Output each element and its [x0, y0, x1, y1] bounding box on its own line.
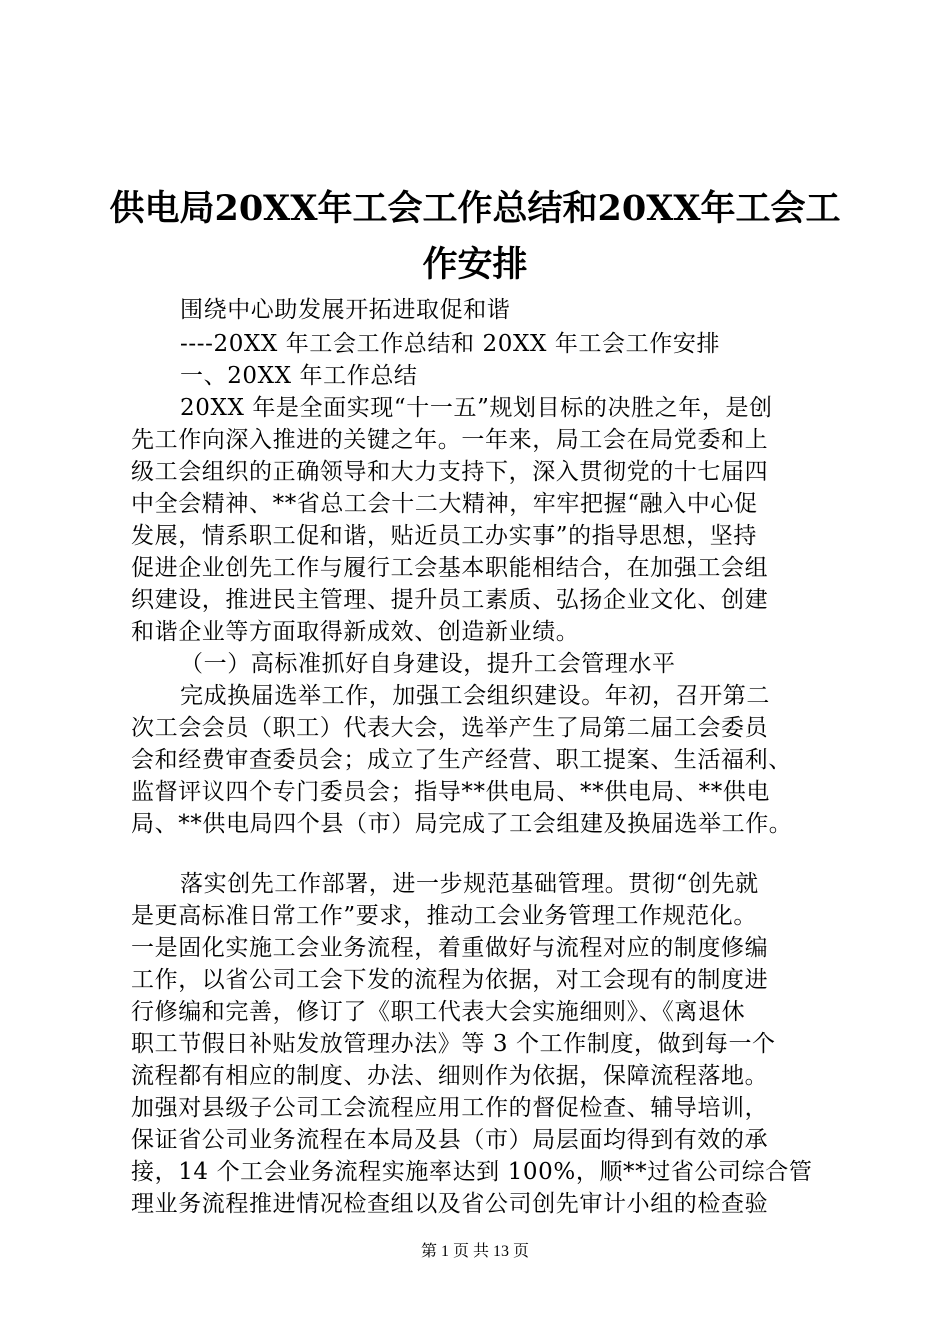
body-line: 行修编和完善，修订了《职工代表大会实施细则》、《离退休	[131, 999, 746, 1025]
body-line: 职工节假日补贴发放管理办法》等 3 个工作制度，做到每一个	[131, 1031, 776, 1057]
subtitle-theme: 围绕中心助发展开拓进取促和谐	[180, 297, 511, 323]
body-line: 级工会组织的正确领导和大力支持下，深入贯彻党的十七届四	[131, 459, 769, 485]
body-line: 一是固化实施工会业务流程，着重做好与流程对应的制度修编	[131, 935, 769, 961]
body-line: 是更高标准日常工作”要求，推动工会业务管理工作规范化。	[131, 903, 757, 929]
body-line: 发展，情系职工促和谐，贴近员工办实事”的指导思想，坚持	[131, 523, 757, 549]
document-title-line-2: 作安排	[422, 244, 528, 285]
subsection-heading: （一）高标准抓好自身建设，提升工会管理水平	[180, 651, 676, 677]
page-number-footer: 第 1 页 共 13 页	[420, 1243, 529, 1260]
body-line: 次工会会员（职工）代表大会，选举产生了局第二届工会委员	[131, 715, 769, 741]
body-line: 织建设，推进民主管理、提升员工素质、弘扬企业文化、创建	[131, 587, 769, 613]
body-line: 促进企业创先工作与履行工会基本职能相结合，在加强工会组	[131, 555, 769, 581]
body-line: 局、**供电局四个县（市）局完成了工会组建及换届选举工作。	[131, 811, 793, 837]
body-line: 中全会精神、**省总工会十二大精神，牢牢把握“融入中心促	[131, 491, 758, 517]
body-line: 20XX 年是全面实现“十一五”规划目标的决胜之年，是创	[180, 395, 773, 421]
body-line: 和谐企业等方面取得新成效、创造新业绩。	[131, 619, 580, 645]
body-line: 保证省公司业务流程在本局及县（市）局层面均得到有效的承	[131, 1127, 769, 1153]
body-line: 落实创先工作部署，进一步规范基础管理。贯彻“创先就	[180, 871, 759, 897]
body-line: 先工作向深入推进的关键之年。一年来，局工会在局党委和上	[131, 427, 769, 453]
body-line: 理业务流程推进情况检查组以及省公司创先审计小组的检查验	[131, 1191, 769, 1217]
body-line: 监督评议四个专门委员会；指导**供电局、**供电局、**供电	[131, 779, 770, 805]
subtitle-heading: ----20XX 年工会工作总结和 20XX 年工会工作安排	[180, 331, 721, 357]
body-line: 完成换届选举工作，加强工会组织建设。年初，召开第二	[180, 683, 770, 709]
document-title-line-1: 供电局20XX年工会工作总结和20XX年工会工	[109, 188, 841, 229]
body-line: 流程都有相应的制度、办法、细则作为依据，保障流程落地。	[131, 1063, 769, 1089]
body-line: 接，14 个工会业务流程实施率达到 100%，顺**过省公司综合管	[131, 1159, 813, 1185]
body-line: 工作，以省公司工会下发的流程为依据，对工会现有的制度进	[131, 967, 769, 993]
section-heading-1: 一、20XX 年工作总结	[180, 363, 418, 389]
body-line: 加强对县级子公司工会流程应用工作的督促检查、辅导培训，	[131, 1095, 769, 1121]
body-line: 会和经费审查委员会；成立了生产经营、职工提案、生活福利、	[131, 747, 792, 773]
